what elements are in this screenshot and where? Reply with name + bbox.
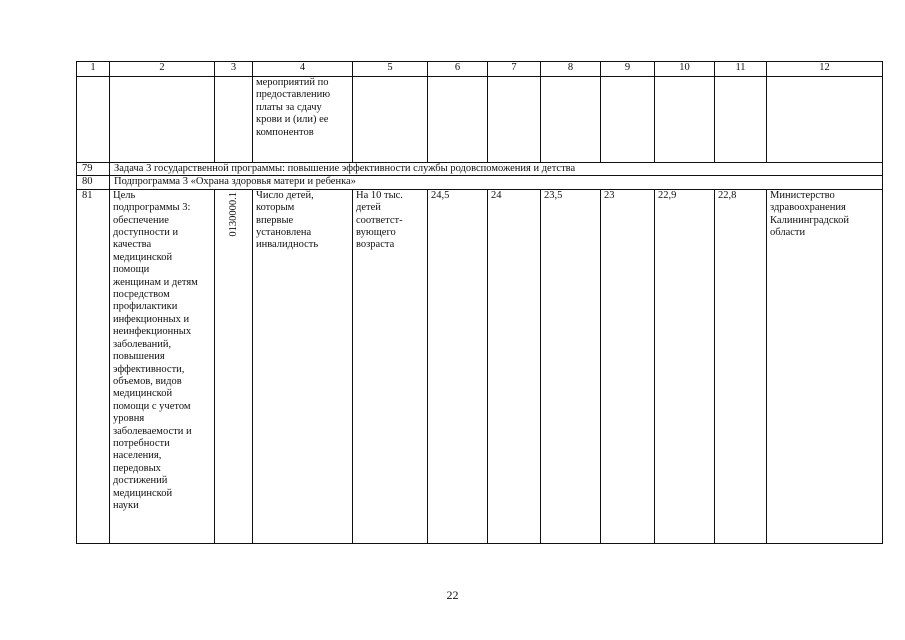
text-line: достижений [113,475,168,487]
column-header: 6 [428,62,488,77]
text-line: На 10 тыс. [356,189,403,201]
value-cell: 22,8 [715,189,767,543]
subprogram-heading: Подпрограмма 3 «Охрана здоровья матери и ребенка» [110,176,883,189]
text-line: помощи [113,264,150,276]
value-cell: 22,9 [655,189,715,543]
text-line: доступности и [113,227,179,239]
column-header: 12 [767,62,883,77]
table-cell [715,77,767,163]
text-line: Число детей, [256,189,314,201]
text-line: медицинской [113,388,173,400]
text-line: вующего [356,227,396,239]
column-header: 11 [715,62,767,77]
text-line: подпрограммы 3: [113,202,191,214]
table-cell [215,77,253,163]
task-heading: Задача 3 государственной программы: повышение эффективности службы родовспоможения и детства [110,163,883,176]
value-cell: 23 [601,189,655,543]
column-header: 5 [353,62,428,77]
text-line: передовых [113,462,161,474]
indicators-table [76,61,883,544]
text-line: области [770,227,806,239]
text-line: качества [113,239,152,251]
table-cell [767,77,883,163]
table-cell [655,77,715,163]
table-cell [110,77,215,163]
text-line: здравоохранения [770,202,846,214]
column-header: 8 [541,62,601,77]
column-header: 10 [655,62,715,77]
text-line: возраста [356,239,395,251]
value-cell: 23,5 [541,189,601,543]
text-line: женщинам и детям [113,276,198,288]
text-line: мероприятий по [256,77,329,88]
text-line: посредством [113,289,170,301]
text-line: Калининградской [770,214,849,226]
text-line: платы за сдачу [256,101,322,113]
text-line: впервые [256,214,294,226]
responsible-cell [767,189,883,543]
table-cell [601,77,655,163]
text-line: установлена [256,227,312,239]
table-cell [353,77,428,163]
table-row-80 [77,176,883,189]
indicator-code: 0130000.1 [227,191,239,237]
text-line: которым [256,202,295,214]
page-number: 22 [446,588,459,602]
text-line: населения, [113,450,162,462]
text-line: эффективности, [113,363,185,375]
text-line: компонентов [256,126,314,138]
text-line: уровня [113,413,145,425]
text-line: неинфекционных [113,326,192,338]
column-header: 2 [110,62,215,77]
table-cell [428,77,488,163]
table-row-81 [77,189,883,543]
goal-cell [110,189,215,543]
row-number: 79 [77,163,110,176]
continuation-row [77,77,883,163]
column-header: 9 [601,62,655,77]
text-line: объемов, видов [113,375,182,387]
text-line: профилактики [113,301,178,313]
text-line: соответст- [356,214,403,226]
column-number-row [77,62,883,77]
table-row-79 [77,163,883,176]
unit-cell [353,189,428,543]
text-line: потребности [113,437,170,449]
table-cell [77,77,110,163]
text-line: Цель [113,189,136,201]
text-line: медицинской [113,251,173,263]
text-line: обеспечение [113,214,169,226]
text-line: предоставлению [256,89,331,101]
table-cell [541,77,601,163]
column-header: 4 [253,62,353,77]
row-number: 80 [77,176,110,189]
text-line: детей [356,202,381,214]
value-cell: 24 [488,189,541,543]
text-line: науки [113,499,139,511]
column-header: 3 [215,62,253,77]
text-line: повышения [113,351,165,363]
value-cell: 24,5 [428,189,488,543]
text-line: Министерство [770,189,835,201]
text-line: заболеваемости и [113,425,192,437]
row-number: 81 [77,189,110,543]
text-line: помощи с учетом [113,400,191,412]
table-cell [488,77,541,163]
column-header: 1 [77,62,110,77]
text-line: крови и (или) ее [256,114,329,126]
indicator-continuation-cell [253,77,353,163]
code-cell [215,189,253,543]
text-line: инвалидность [256,239,319,251]
text-line: инфекционных и [113,313,190,325]
indicator-cell [253,189,353,543]
column-header: 7 [488,62,541,77]
text-line: медицинской [113,487,173,499]
text-line: заболеваний, [113,338,172,350]
